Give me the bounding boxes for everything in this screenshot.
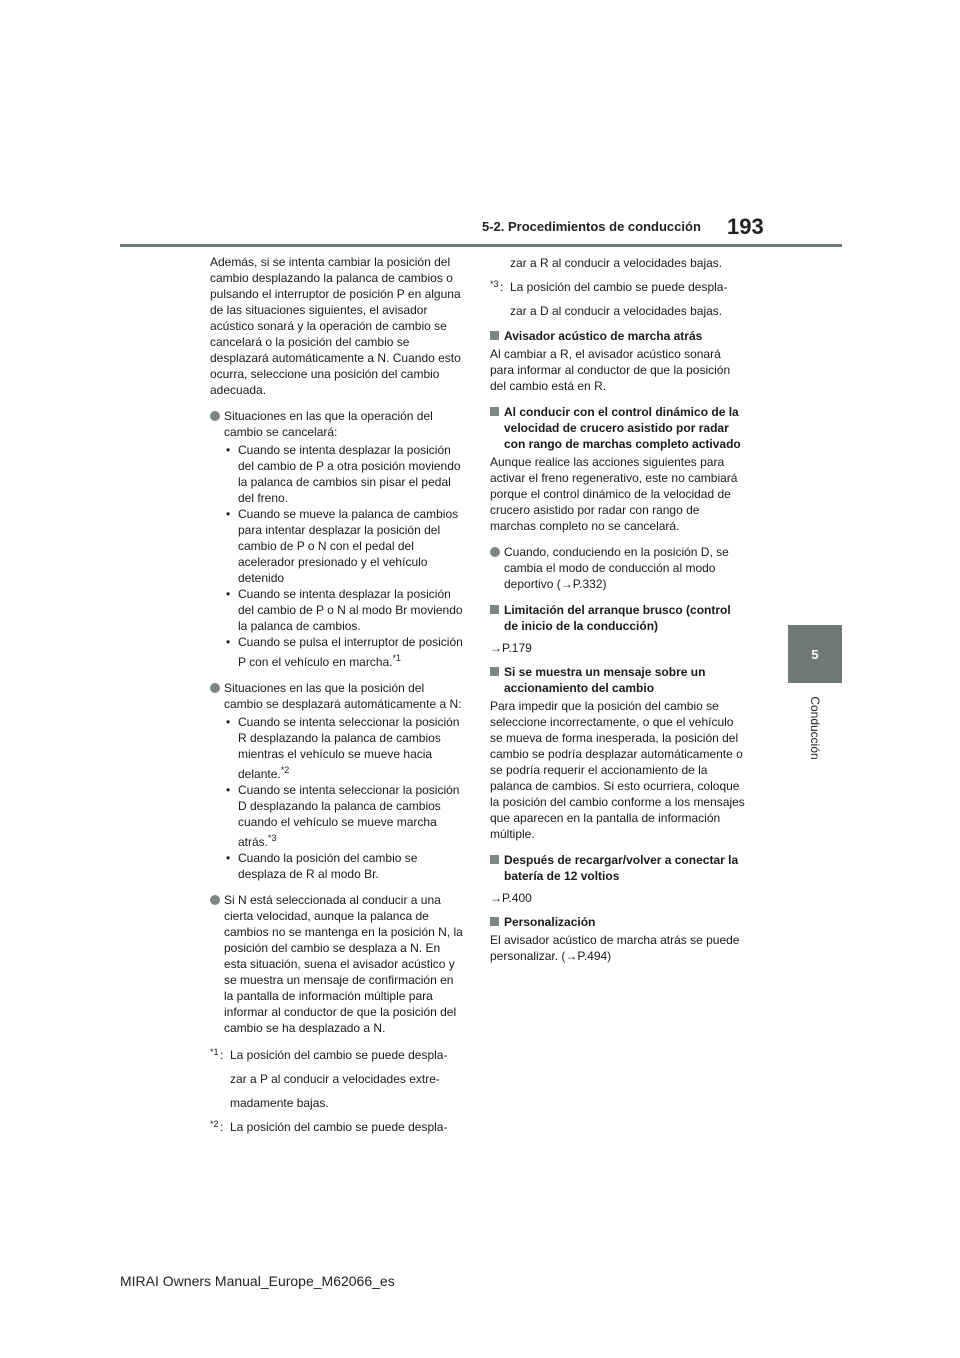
list-item: • Cuando se intenta desplazar la posición del cambio de P o N al modo Br moviendo la palanca de cambios. [224,586,466,634]
section-heading [490,602,746,634]
heading-text: Si se muestra un mensaje sobre un accionamiento del cambio [504,665,706,695]
bullet-text: Situaciones en las que la posición del cambio se desplazará automáticamente a N: [224,681,462,711]
footnote-mark: *2 [210,1119,219,1129]
footnote-line: La posición del cambio se puede despla- [230,1120,448,1134]
bullet-dot-icon [210,411,220,421]
footnote-line: zar a P al conducir a velocidades extre- [230,1072,440,1086]
footnote-1 [210,1046,466,1112]
section-title: 5-2. Procedimientos de conducción [482,219,701,234]
bullet-heading [210,680,466,712]
sub-list [210,714,466,882]
square-bullet-icon [490,331,499,340]
square-bullet-icon [490,917,499,926]
section-heading [490,404,746,452]
section-heading [490,852,746,884]
chapter-number: 5 [811,646,819,662]
section-paragraph: El avisador acústico de marcha atrás se puede personalizar. (→P.494) [490,933,740,963]
square-bullet-icon [490,605,499,614]
heading-text: Limitación del arranque brusco (control de inicio de la conducción) [504,603,731,633]
footnote-2-cont [490,254,746,272]
chapter-label: Conducción [808,696,822,760]
footer-title: MIRAI Owners Manual_Europe_M62066_es [120,1273,395,1289]
right-column [490,254,746,974]
intro-paragraph: Además, si se intenta cambiar la posición del cambio desplazando la palanca de cambios o pulsando el interruptor de posición P en alguna de las situaciones siguientes, el avisador acústico sonará y la operación de cambio se cancelará o la posición del cambio se desplazará automáticamente a N. Cuando esto ocurra, seleccione una posición del cambio adecuada. [210,255,461,397]
list-item-text: Cuando se intenta seleccionar la posición D desplazando la palanca de cambios cuando el vehículo se mueve marcha atrás. [238,783,460,849]
bullet-paragraph [490,544,746,592]
footnote-line: zar a D al conducir a velocidades bajas. [510,304,723,318]
footnote-colon: : [220,1048,224,1062]
bullet-heading [210,408,466,440]
page-reference: →P.179 [490,641,532,655]
bullet-paragraph [210,892,466,1036]
heading-text: Avisador acústico de marcha atrás [504,329,703,343]
square-bullet-icon [490,855,499,864]
footnote-mark: *3 [490,279,499,289]
list-item [224,782,466,850]
section-paragraph: Aunque realice las acciones siguientes para activar el freno regenerativo, este no cambiará porque el control dinámico de la velocidad de crucero asistido por radar con rango de marchas completo no se cancelará. [490,455,738,533]
section-paragraph: Al cambiar a R, el avisador acústico sonará para informar al conductor de que la posición del cambio está en R. [490,347,731,393]
footnote-line: La posición del cambio se puede despla- [230,1048,448,1062]
bullet-text: Situaciones en las que la operación del cambio se cancelará: [224,409,433,439]
page-reference: →P.400 [490,891,532,905]
footnote-3 [490,278,746,320]
header-divider [120,244,842,247]
list-item [224,714,466,782]
list-item: • Cuando se mueve la palanca de cambios para intentar desplazar la posición del cambio de P o N con el pedal del acelerador presionado y el vehículo detenido [224,506,466,586]
page-number: 193 [727,214,764,239]
footnote-mark: *1 [210,1047,219,1057]
bullet-text: Si N está seleccionada al conducir a una cierta velocidad, aunque la palanca de cambios no se mantenga en la posición N, la posición del cambio se desplaza a N. En esta situación, suena el avisador acústico y se muestra un mensaje de confirmación en la pantalla de información múltiple para informar al conductor de que la posición del cambio se ha desplazado a N. [224,893,463,1035]
square-bullet-icon [490,667,499,676]
section-heading [490,664,746,696]
footnote-2 [210,1118,466,1136]
section-paragraph: Para impedir que la posición del cambio se seleccione incorrectamente, o que el vehículo se mueva de forma inesperada, la posición del cambio se podría desplazar automáticamente o se podría requerir el accionamiento de la palanca de cambios. Si esto ocurriera, coloque la posición del cambio conforme a los mensajes que aparecen en la pantalla de información múltiple. [490,699,745,841]
footnote-line: madamente bajas. [230,1096,329,1110]
bullet-dot-icon [210,895,220,905]
heading-text: Después de recargar/volver a conectar la batería de 12 voltios [504,853,739,883]
footnote-line: zar a R al conducir a velocidades bajas. [510,256,723,270]
list-item-text: Cuando se pulsa el interruptor de posición P con el vehículo en marcha. [238,635,463,669]
footnote-ref: *1 [392,653,402,663]
sub-list [210,442,466,670]
footnote-colon: : [220,1120,224,1134]
bullet-group-cancel [210,408,466,670]
footnote-line: La posición del cambio se puede despla- [510,280,728,294]
heading-text: Personalización [504,915,596,929]
footnote-ref: *3 [268,833,277,843]
left-column [210,254,466,1142]
bullet-group-neutral [210,680,466,882]
heading-text: Al conducir con el control dinámico de la velocidad de crucero asistido por radar con rango de marchas completo activado [504,405,741,451]
section-heading [490,328,746,344]
chapter-tab [788,625,842,683]
list-item: • Cuando se intenta desplazar la posición del cambio de P a otra posición moviendo la palanca de cambios sin pisar el pedal del freno. [224,442,466,506]
section-heading [490,914,746,930]
bullet-dot-icon [490,547,500,557]
square-bullet-icon [490,407,499,416]
bullet-dot-icon [210,683,220,693]
footnote-ref: *2 [280,765,290,775]
footnote-colon: : [500,280,504,294]
list-item: • Cuando la posición del cambio se desplaza de R al modo Br. [224,850,466,882]
list-item [224,634,466,670]
bullet-group-n-selected [210,892,466,1036]
bullet-text: Cuando, conduciendo en la posición D, se cambia el modo de conducción al modo deportivo (→P.332) [504,545,729,591]
list-item-text: Cuando se intenta seleccionar la posición R desplazando la palanca de cambios mientras el vehículo se mueve hacia delante. [238,715,460,781]
